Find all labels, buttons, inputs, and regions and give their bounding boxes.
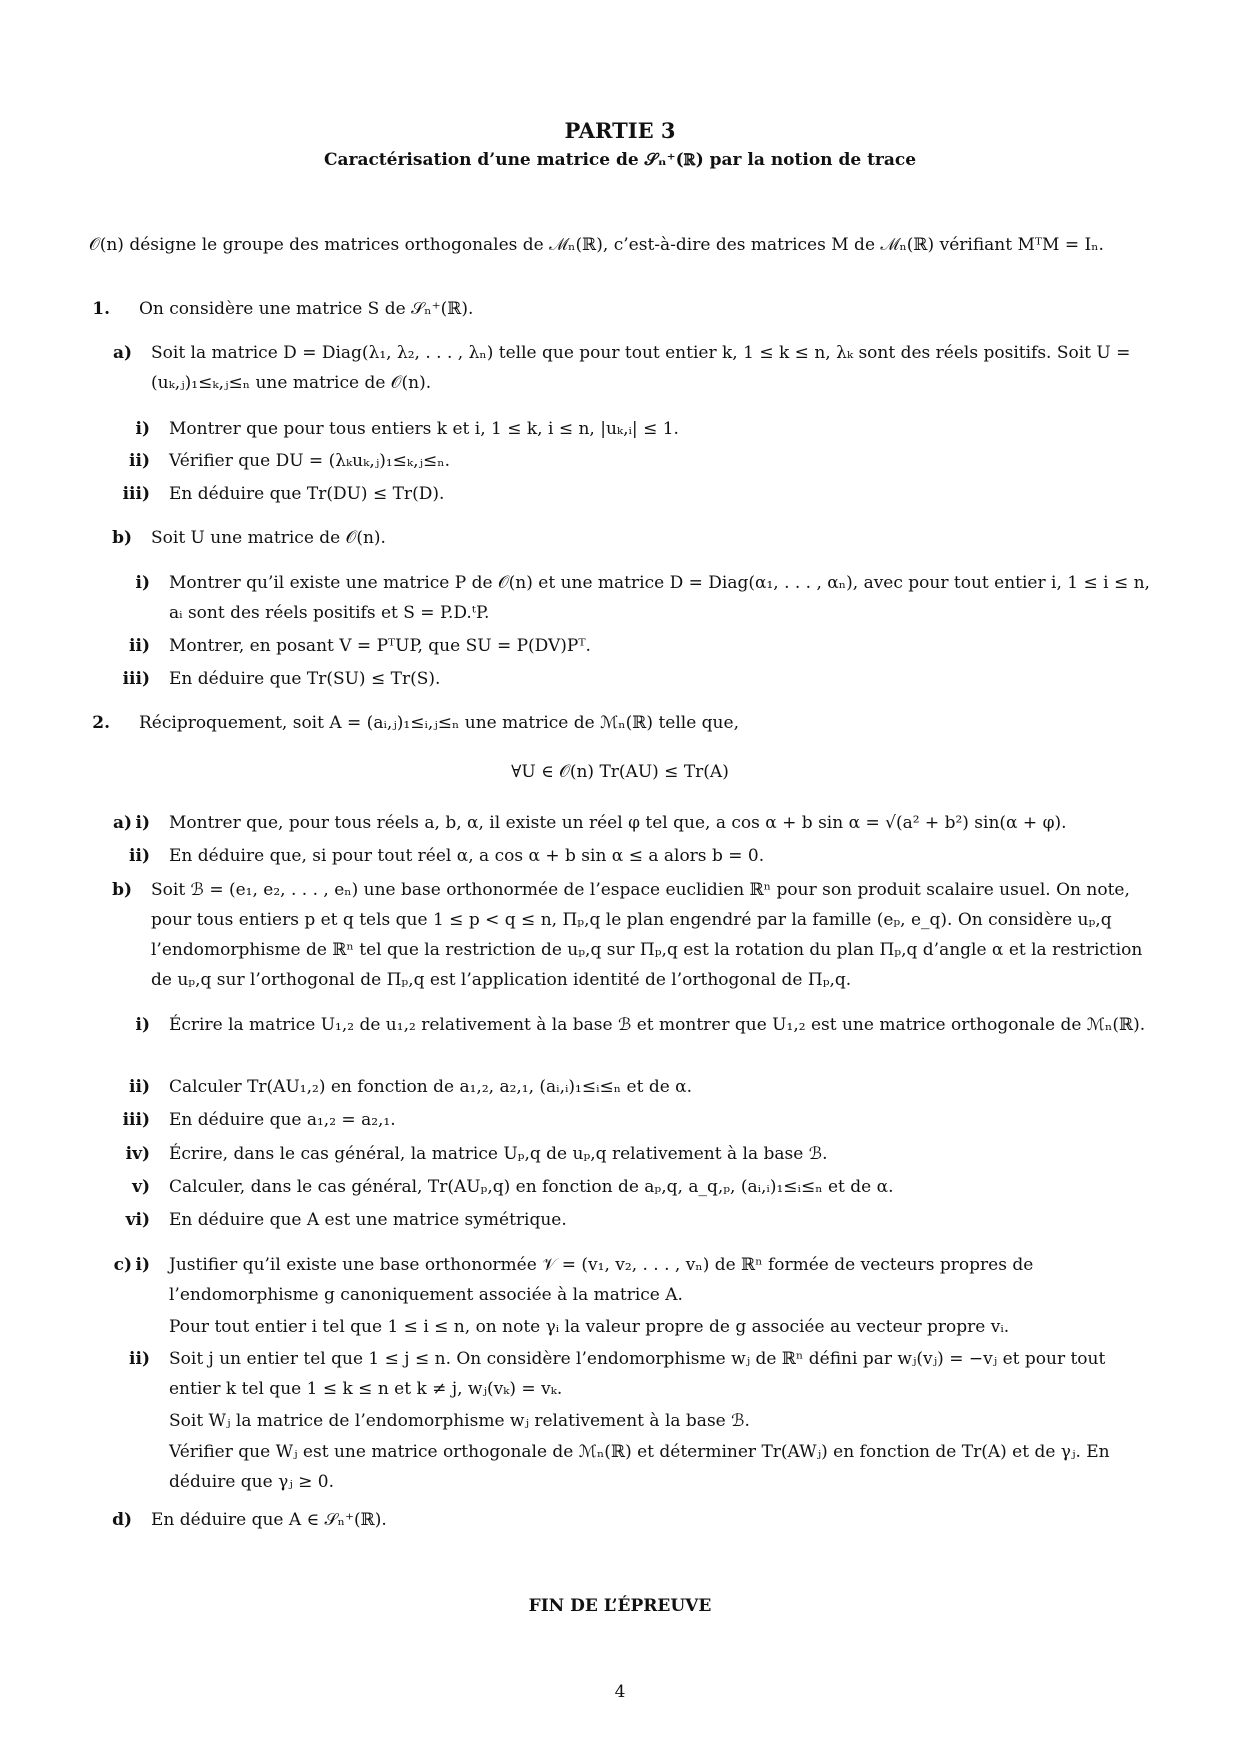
q2b-label: b) xyxy=(112,880,132,900)
q2b-text: Soit ℬ = (e₁, e₂, . . . , eₙ) une base orthonormée de l’espace euclidien ℝⁿ pour son produit scalaire usuel. On note, pour tous entiers p et q tels que 1 ≤ p < q ≤ n, Πₚ,q le plan engendré par la famille (eₚ, e_q). On considère uₚ,q l’endomorphisme de ℝⁿ tel que la restriction de uₚ,q sur Πₚ,q est la rotation du plan Πₚ,q d’angle α et la restriction de uₚ,q sur l’orthogonal de Πₚ,q est l’application identité de l’orthogonal de Πₚ,q. xyxy=(151,880,1143,990)
q1b-ii-label: ii) xyxy=(129,636,150,656)
q2b-iii-label: iii) xyxy=(122,1110,150,1130)
q2c-i-extra: Pour tout entier i tel que 1 ≤ i ≤ n, on note γᵢ la valeur propre de g associée au vecteur propre vᵢ. xyxy=(169,1317,1010,1337)
q2-number: 2. xyxy=(92,713,110,733)
q2b-iv-text: Écrire, dans le cas général, la matrice Uₚ,q de uₚ,q relativement à la base ℬ. xyxy=(169,1144,828,1164)
q1a-i-label: i) xyxy=(135,419,150,439)
q1b-label: b) xyxy=(112,528,132,548)
q1a-ii-label: ii) xyxy=(129,451,150,471)
q2-display-formula: ∀U ∈ 𝒪(n) Tr(AU) ≤ Tr(A) xyxy=(511,762,729,782)
q2c-ii-extra2: Vérifier que Wⱼ est une matrice orthogonale de ℳₙ(ℝ) et déterminer Tr(AWⱼ) en fonction de Tr(A) et de γⱼ. En déduire que γⱼ ≥ 0. xyxy=(169,1442,1110,1492)
q1-number: 1. xyxy=(92,299,110,319)
q1b-iii-label: iii) xyxy=(122,669,150,689)
q2b-vi-text: En déduire que A est une matrice symétrique. xyxy=(169,1210,567,1230)
q2-text: Réciproquement, soit A = (aᵢ,ⱼ)₁≤ᵢ,ⱼ≤ₙ une matrice de ℳₙ(ℝ) telle que, xyxy=(139,713,739,733)
q2c-ii-text: Soit j un entier tel que 1 ≤ j ≤ n. On considère l’endomorphisme wⱼ de ℝⁿ défini par wⱼ(vⱼ) = −vⱼ et pour tout entier k tel que 1 ≤ k ≤ n et k ≠ j, wⱼ(vₖ) = vₖ. xyxy=(169,1349,1106,1399)
q2b-ii-label: ii) xyxy=(129,1077,150,1097)
q1b-iii-text: En déduire que Tr(SU) ≤ Tr(S). xyxy=(169,669,441,689)
q2c-ii-extra: Soit Wⱼ la matrice de l’endomorphisme wⱼ relativement à la base ℬ. xyxy=(169,1411,750,1431)
page-number: 4 xyxy=(614,1682,626,1702)
q1a-iii-label: iii) xyxy=(122,484,150,504)
q2b-iii-text: En déduire que a₁,₂ = a₂,₁. xyxy=(169,1110,396,1130)
q2a-label: a) xyxy=(112,813,132,833)
intro-paragraph: 𝒪(n) désigne le groupe des matrices orthogonales de ℳₙ(ℝ), c’est-à-dire des matrices M de ℳₙ(ℝ) vérifiant MᵀM = Iₙ. xyxy=(89,235,1104,255)
q1b-ii-text: Montrer, en posant V = PᵀUP, que SU = P(DV)Pᵀ. xyxy=(169,636,591,656)
part-title: PARTIE 3 xyxy=(564,118,676,143)
q1b-text: Soit U une matrice de 𝒪(n). xyxy=(151,528,386,548)
q2b-vi-label: vi) xyxy=(125,1210,150,1230)
q1-text: On considère une matrice S de 𝒮ₙ⁺(ℝ). xyxy=(139,299,474,319)
q2d-text: En déduire que A ∈ 𝒮ₙ⁺(ℝ). xyxy=(151,1510,387,1530)
q2c-i-label: i) xyxy=(135,1255,150,1275)
q1a-iii-text: En déduire que Tr(DU) ≤ Tr(D). xyxy=(169,484,445,504)
q1b-i-label: i) xyxy=(135,573,150,593)
q2b-i-label: i) xyxy=(135,1015,150,1035)
q2b-ii-text: Calculer Tr(AU₁,₂) en fonction de a₁,₂, a₂,₁, (aᵢ,ᵢ)₁≤ᵢ≤ₙ et de α. xyxy=(169,1077,693,1097)
q2a-ii-text: En déduire que, si pour tout réel α, a cos α + b sin α ≤ a alors b = 0. xyxy=(169,846,765,866)
q1a-text: Soit la matrice D = Diag(λ₁, λ₂, . . . , λₙ) telle que pour tout entier k, 1 ≤ k ≤ n, λₖ sont des réels positifs. Soit U = (uₖ,ⱼ)₁≤ₖ,ⱼ≤ₙ une matrice de 𝒪(n). xyxy=(151,343,1131,393)
q2a-i-text: Montrer que, pour tous réels a, b, α, il existe un réel φ tel que, a cos α + b sin α = √(a² + b²) sin(α + φ). xyxy=(169,813,1067,833)
q2a-ii-label: ii) xyxy=(129,846,150,866)
q2c-i-text: Justifier qu’il existe une base orthonormée 𝒱 = (v₁, v₂, . . . , vₙ) de ℝⁿ formée de vecteurs propres de l’endomorphisme g canoniquement associée à la matrice A. xyxy=(169,1255,1034,1305)
q2d-label: d) xyxy=(112,1510,132,1530)
q2b-v-text: Calculer, dans le cas général, Tr(AUₚ,q) en fonction de aₚ,q, a_q,ₚ, (aᵢ,ᵢ)₁≤ᵢ≤ₙ et de α. xyxy=(169,1177,894,1197)
end-of-exam: FIN DE L’ÉPREUVE xyxy=(528,1596,712,1616)
q1a-ii-text: Vérifier que DU = (λₖuₖ,ⱼ)₁≤ₖ,ⱼ≤ₙ. xyxy=(169,451,451,471)
q1a-i-text: Montrer que pour tous entiers k et i, 1 ≤ k, i ≤ n, |uₖ,ᵢ| ≤ 1. xyxy=(169,419,679,439)
part-subtitle: Caractérisation d’une matrice de 𝒮ₙ⁺(ℝ) par la notion de trace xyxy=(323,150,917,170)
q2c-label: c) xyxy=(113,1255,132,1275)
q2b-iv-label: iv) xyxy=(125,1144,150,1164)
q2b-i-text: Écrire la matrice U₁,₂ de u₁,₂ relativement à la base ℬ et montrer que U₁,₂ est une matrice orthogonale de ℳₙ(ℝ). xyxy=(169,1015,1146,1035)
q2b-v-label: v) xyxy=(132,1177,150,1197)
q1b-i-text: Montrer qu’il existe une matrice P de 𝒪(n) et une matrice D = Diag(α₁, . . . , αₙ), avec pour tout entier i, 1 ≤ i ≤ n, aᵢ sont des réels positifs et S = P.D.ᵗP. xyxy=(169,573,1150,623)
q1a-label: a) xyxy=(112,343,132,363)
q2c-ii-label: ii) xyxy=(129,1349,150,1369)
q2a-i-label: i) xyxy=(135,813,150,833)
